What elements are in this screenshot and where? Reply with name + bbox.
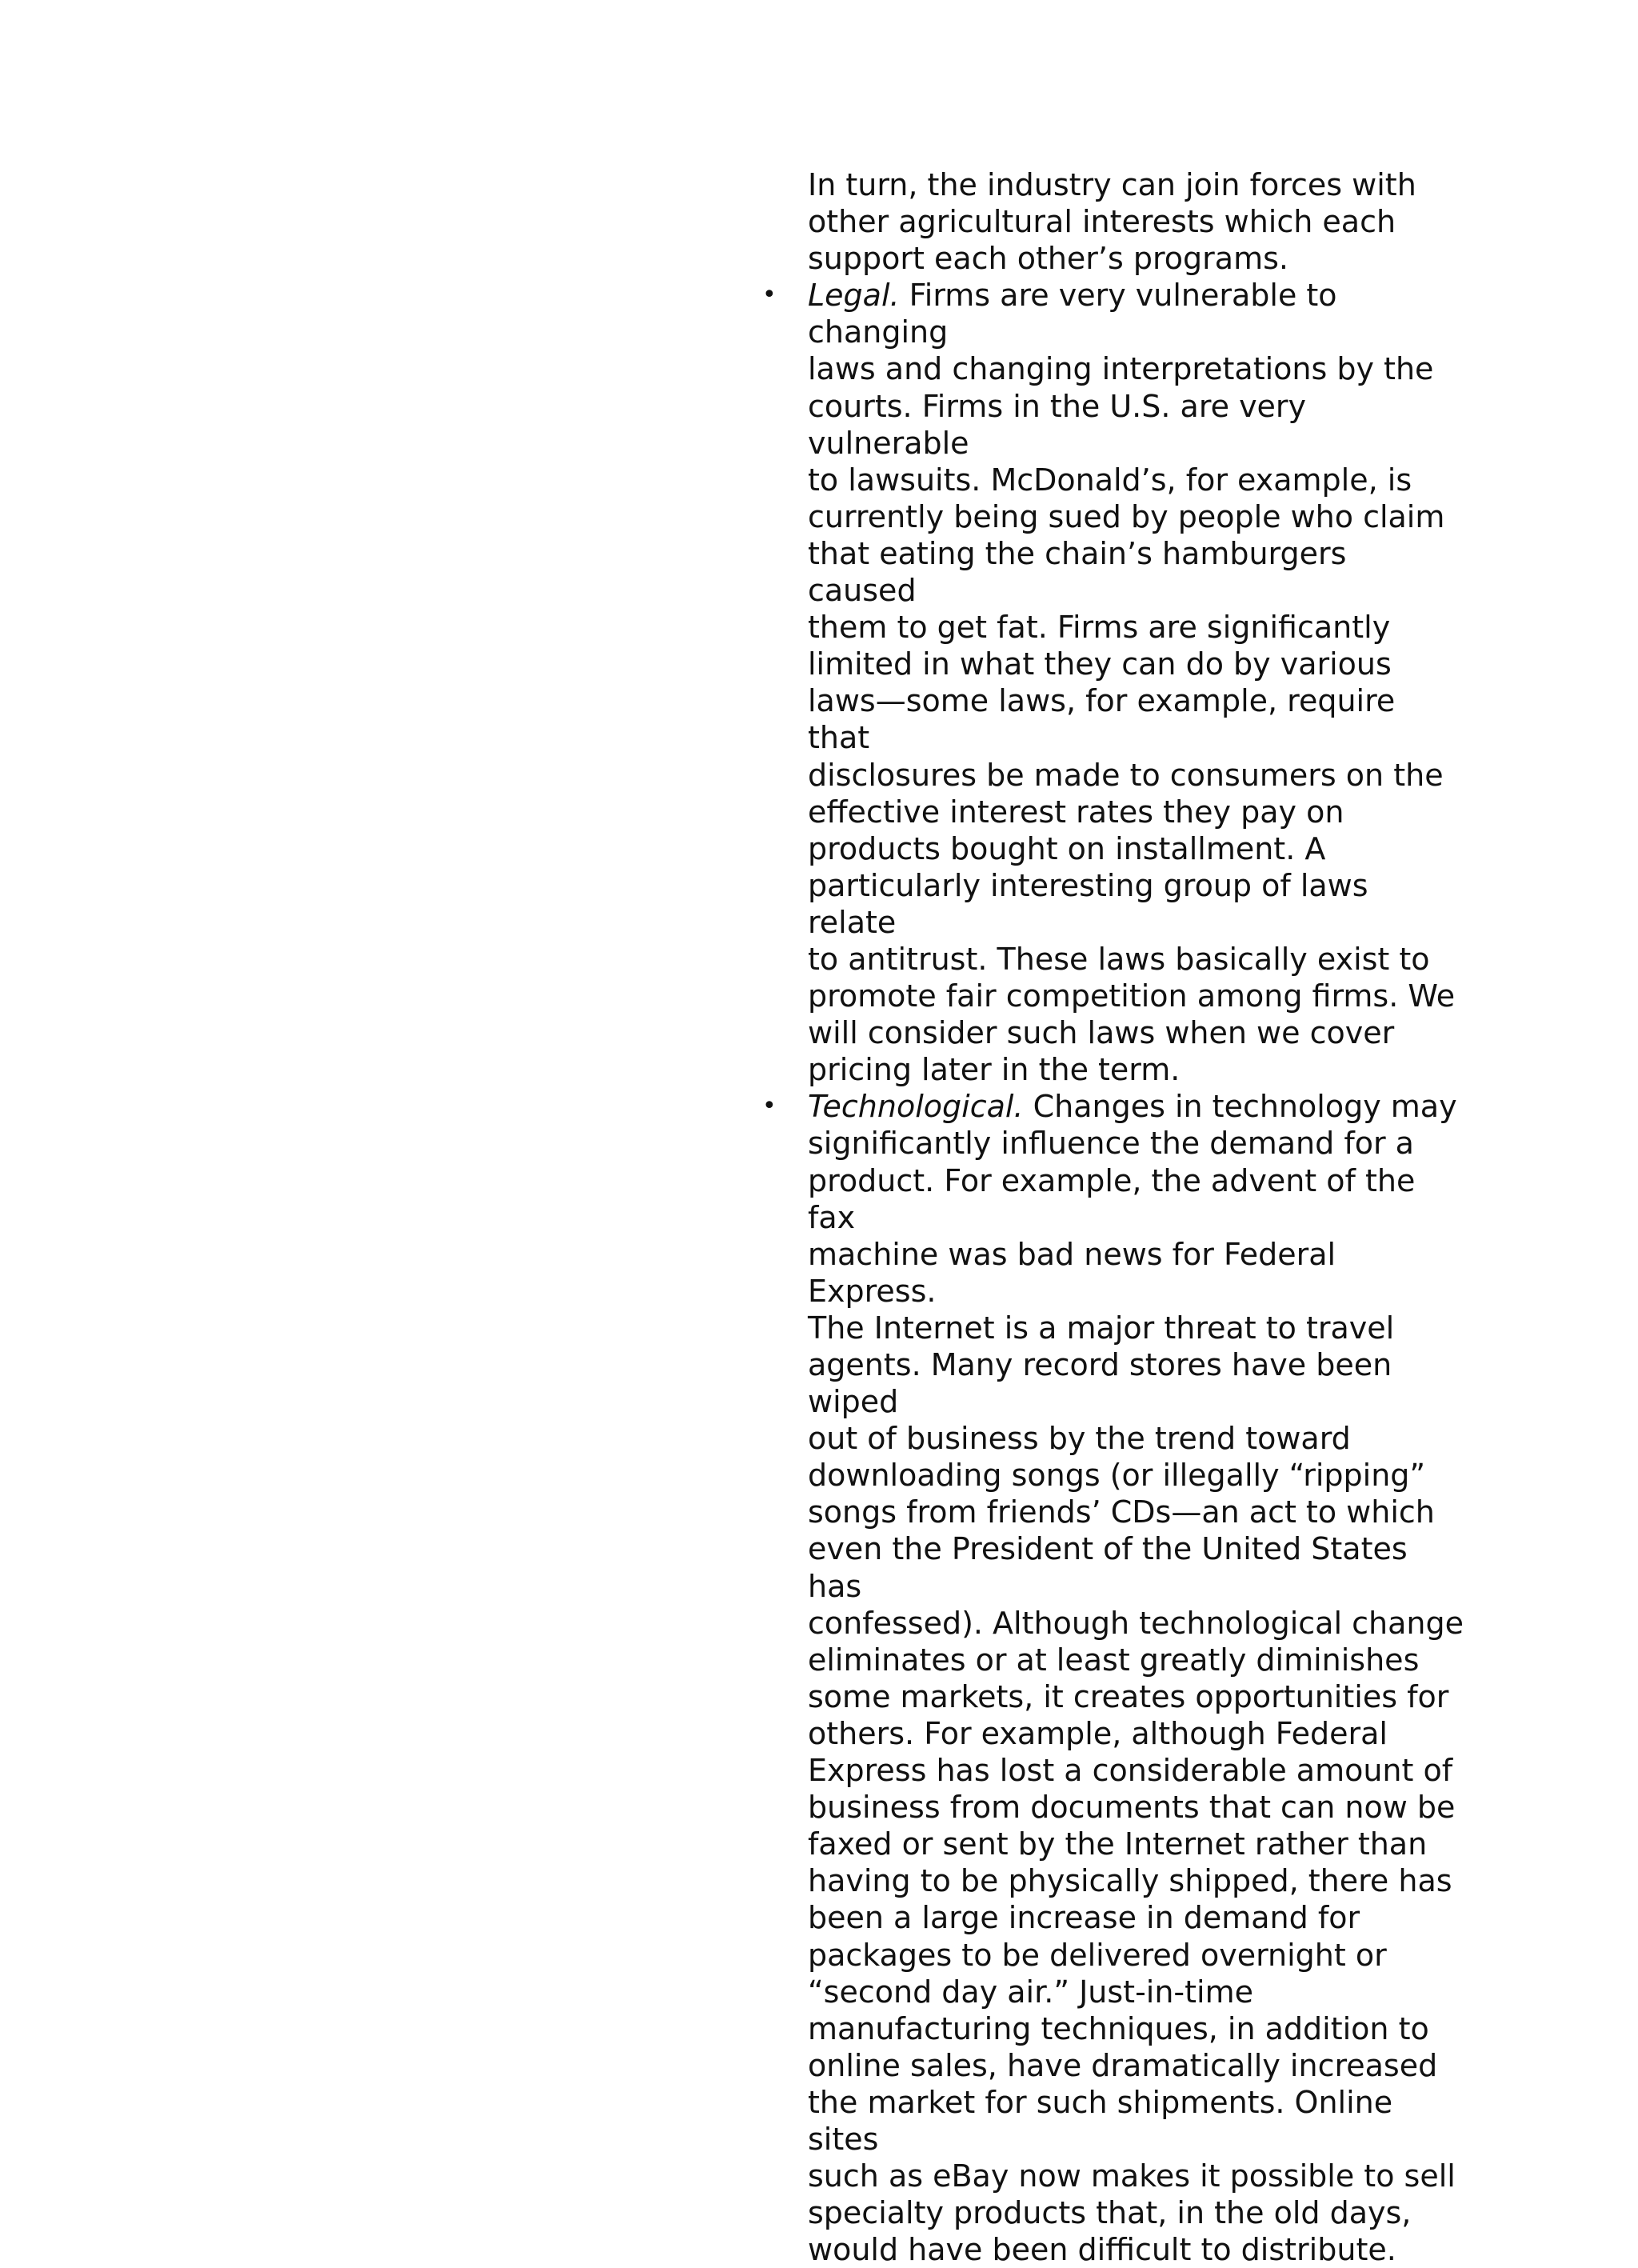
paragraph-line: “second day air.” Just-in-time	[808, 1974, 1253, 2010]
bullet-term: Technological.	[808, 1089, 1024, 1125]
paragraph-line: product. For example, the advent of the fax	[808, 1162, 1416, 1235]
paragraph-line: manufacturing techniques, in addition to	[808, 2010, 1429, 2046]
paragraph-line: some markets, it creates opportunities for	[808, 1678, 1449, 1714]
paragraph-line: particularly interesting group of laws relate	[808, 867, 1368, 940]
paragraph-line: downloading songs (or illegally “ripping”	[808, 1458, 1426, 1494]
paragraph-line: that eating the chain’s hamburgers caused	[808, 535, 1347, 609]
paragraph-line: songs from friends’ CDs—an act to which	[808, 1494, 1435, 1530]
paragraph-line: been a large increase in demand for	[808, 1900, 1360, 1936]
paragraph-line: Firms are very vulnerable to changing	[808, 278, 1337, 350]
bullet-icon: •	[762, 1092, 777, 1121]
paragraph-line: such as eBay now makes it possible to sell	[808, 2158, 1456, 2194]
paragraph-line: laws—some laws, for example, require that	[808, 683, 1396, 756]
paragraph-line: to lawsuits. McDonald’s, for example, is	[808, 462, 1412, 498]
bullet-item-legal	[762, 277, 1464, 1088]
continuation-paragraph	[808, 166, 1464, 277]
paragraph-line: courts. Firms in the U.S. are very vulnerable	[808, 388, 1307, 461]
bullet-item-technological	[762, 1088, 1464, 2268]
paragraph-line: online sales, have dramatically increased	[808, 2047, 1438, 2083]
bullet-icon: •	[762, 281, 777, 310]
paragraph-line: significantly influence the demand for a	[808, 1126, 1414, 1162]
paragraph-line: other agricultural interests which each	[808, 204, 1396, 240]
paragraph-line: machine was bad news for Federal Express.	[808, 1236, 1336, 1309]
paragraph-line: out of business by the trend toward	[808, 1421, 1351, 1457]
paragraph-line: business from documents that can now be	[808, 1790, 1456, 1826]
text-column	[762, 166, 1464, 2268]
paragraph-line: to antitrust. These laws basically exist to	[808, 941, 1430, 977]
paragraph-line: Express has lost a considerable amount of	[808, 1753, 1453, 1789]
paragraph-line: In turn, the industry can join forces with	[808, 167, 1416, 202]
paragraph-line: products bought on installment. A	[808, 830, 1326, 866]
paragraph-line: promote fair competition among firms. We	[808, 978, 1456, 1014]
paragraph-line: confessed). Although technological change	[808, 1605, 1464, 1641]
paragraph-line: would have been difficult to distribute.	[808, 2232, 1396, 2268]
bullet-list	[762, 277, 1464, 2268]
paragraph-line: laws and changing interpretations by the	[808, 351, 1434, 387]
bullet-term: Legal.	[808, 278, 900, 314]
paragraph-line: Changes in technology may	[1023, 1089, 1457, 1125]
paragraph-line: eliminates or at least greatly diminishes	[808, 1642, 1420, 1678]
paragraph-line: packages to be delivered overnight or	[808, 1937, 1387, 1973]
paragraph-line: support each other’s programs.	[808, 241, 1288, 277]
paragraph-line: limited in what they can do by various	[808, 646, 1392, 682]
paragraph-line: pricing later in the term.	[808, 1052, 1181, 1088]
paragraph-line: agents. Many record stores have been wiped	[808, 1347, 1392, 1420]
paragraph-line: effective interest rates they pay on	[808, 794, 1344, 830]
paragraph-line: others. For example, although Federal	[808, 1715, 1388, 1751]
paragraph-line: will consider such laws when we cover	[808, 1015, 1395, 1051]
paragraph-line: having to be physically shipped, there has	[808, 1863, 1452, 1899]
paragraph-line: The Internet is a major threat to travel	[808, 1310, 1395, 1346]
paragraph-line: disclosures be made to consumers on the	[808, 757, 1444, 793]
paragraph-line: faxed or sent by the Internet rather than	[808, 1826, 1428, 1862]
paragraph-line: currently being sued by people who claim	[808, 498, 1445, 534]
paragraph-line: specialty products that, in the old days,	[808, 2195, 1412, 2231]
paragraph-line: the market for such shipments. Online sites	[808, 2084, 1393, 2157]
paragraph-line: even the President of the United States has	[808, 1531, 1408, 1604]
paragraph-line: them to get fat. Firms are significantly	[808, 610, 1391, 646]
